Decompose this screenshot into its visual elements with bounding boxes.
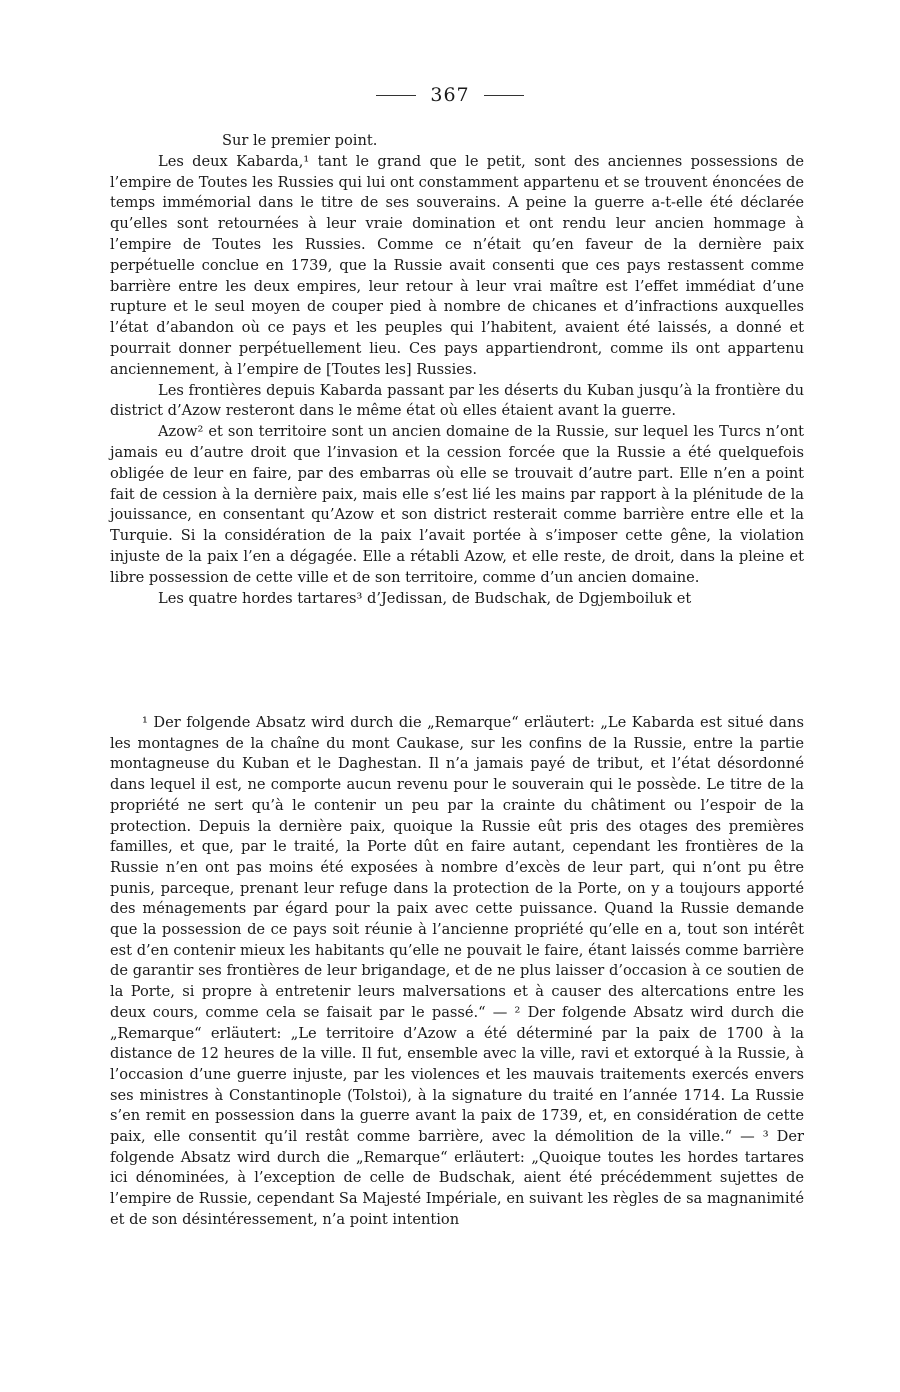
paragraph-hordes: Les quatre hordes tartares³ d’Jedissan, de Budschak, de Dgjemboiluk et (158, 589, 692, 607)
footnotes (110, 713, 804, 1231)
main-text (110, 131, 804, 609)
footnote-text: ¹ Der folgende Absatz wird durch die „Remarque“ erläutert: „Le Kabarda est situé dans les montagnes de la chaîne du mont Caukase, sur les confins de la Russie, entre la partie montagneuse du Kuban et le Daghestan. Il n’a jamais payé de tribut, et l’état désordonné dans lequel il est, ne comporte aucun revenu pour le souverain qui le possède. Le titre de la propriété ne sert qu’à le contenir un peu par la crainte du châtiment ou l’espoir de la protection. Depuis la dernière paix, quoique la Russie eût pris des otages des premières familles, et que, par le traité, la Porte dût en faire autant, cependant les frontières de la Russie n’en ont pas moins été exposées à nombre d’excès de leur part, qui n’ont pu être punis, parceque, prenant leur refuge dans la protection de la Porte, on y a toujours apporté des ménagements par égard pour la paix avec cette puissance. Quand la Russie demande que la possession de ce pays soit réunie à l’ancienne propriété qu’elle en a, tout son intérêt est d’en contenir mieux les habitants qu’elle ne pouvait le faire, étant laissés comme barrière de garantir ses frontières de leur brigandage, et de ne plus laisser d’occasion à ce soutien de la Porte, si propre à entretenir leurs malversations et à causer des altercations entre les deux cours, comme cela se faisait par le passé.“ — ² Der folgende Absatz wird durch die „Remarque“ erläutert: „Le territoire d’Azow a été déterminé par la paix de 1700 à la distance de 12 heures de la ville. Il fut, ensemble avec la ville, ravi et extorqué à la Russie, à l’occasion d’une guerre injuste, par les violences et les mauvais traitements exercés envers ses ministres à Constantinople (Tolstoi), à la signature du traité en l’année 1714. La Russie s’en remit en possession dans la guerre avant la paix de 1739, et, en considération de cette paix, elle consentit qu’il restât comme barrière, avec la démolition de la ville.“ — ³ Der folgende Absatz wird durch die „Remarque“ erläutert: „Quoique toutes les hordes tartares ici dénominées, à l’exception de celle de Budschak, aient été précédemment sujettes de l’empire de Russie, cependant Sa Majesté Impériale, en suivant les règles de sa magnanimité et de son désintéressement, n’a point intention (110, 714, 804, 1228)
running-header (0, 84, 900, 106)
section-heading: Sur le premier point. (222, 132, 378, 149)
paragraph-kabarda: Les deux Kabarda,¹ tant le grand que le petit, sont des anciennes possessions de l’empire de Toutes les Russies qui lui ont constamment appartenu et se trouvent énoncées de temps immémorial dans le titre de ses souverains. A peine la guerre a-t-elle été déclarée qu’elles sont retournées à leur vraie domination et ont rendu leur ancien hommage à l’empire de Toutes les Russies. Comme ce n’était qu’en faveur de la dernière paix perpétuelle conclue en 1739, que la Russie avait consenti que ces pays restassent comme barrière entre les deux empires, leur retour à leur vrai maître est l’effet immédiat d’une rupture et le seul moyen de couper pied à nombre de chicanes et d’infractions auxquelles l’état d’abandon où ce pays et les peuples qui l’habitent, avaient été laissés, a donné et pourrait donner perpétuellement lieu. Ces pays appartiendront, comme ils ont appartenu anciennement, à l’empire de [Toutes les] Russies. (110, 152, 804, 378)
paragraph-azow: Azow² et son territoire sont un ancien domaine de la Russie, sur lequel les Turcs n’ont jamais eu d’autre droit que l’invasion et la cession forcée que la Russie a été quelquefois obligée de leur en faire, par des embarras où elle se trouvait d’autre part. Elle n’en a point fait de cession à la dernière paix, mais elle s’est lié les mains par rapport à la plénitude de la jouissance, en consentant qu’Azow et son district resterait comme barrière entre elle et la Turquie. Si la considération de la paix l’avait portée à s’imposer cette gêne, la violation injuste de la paix l’en a dégagée. Elle a rétabli Azow, et elle reste, de droit, dans la pleine et libre possession de cette ville et de son territoire, comme d’un ancien domaine. (110, 423, 804, 586)
header-rule-left (376, 95, 416, 96)
page-number: 367 (430, 84, 470, 106)
header-rule-right (484, 95, 524, 96)
paragraph-frontieres: Les frontières depuis Kabarda passant par les déserts du Kuban jusqu’à la frontière du district d’Azow resteront dans le même état où elles étaient avant la guerre. (110, 381, 804, 420)
